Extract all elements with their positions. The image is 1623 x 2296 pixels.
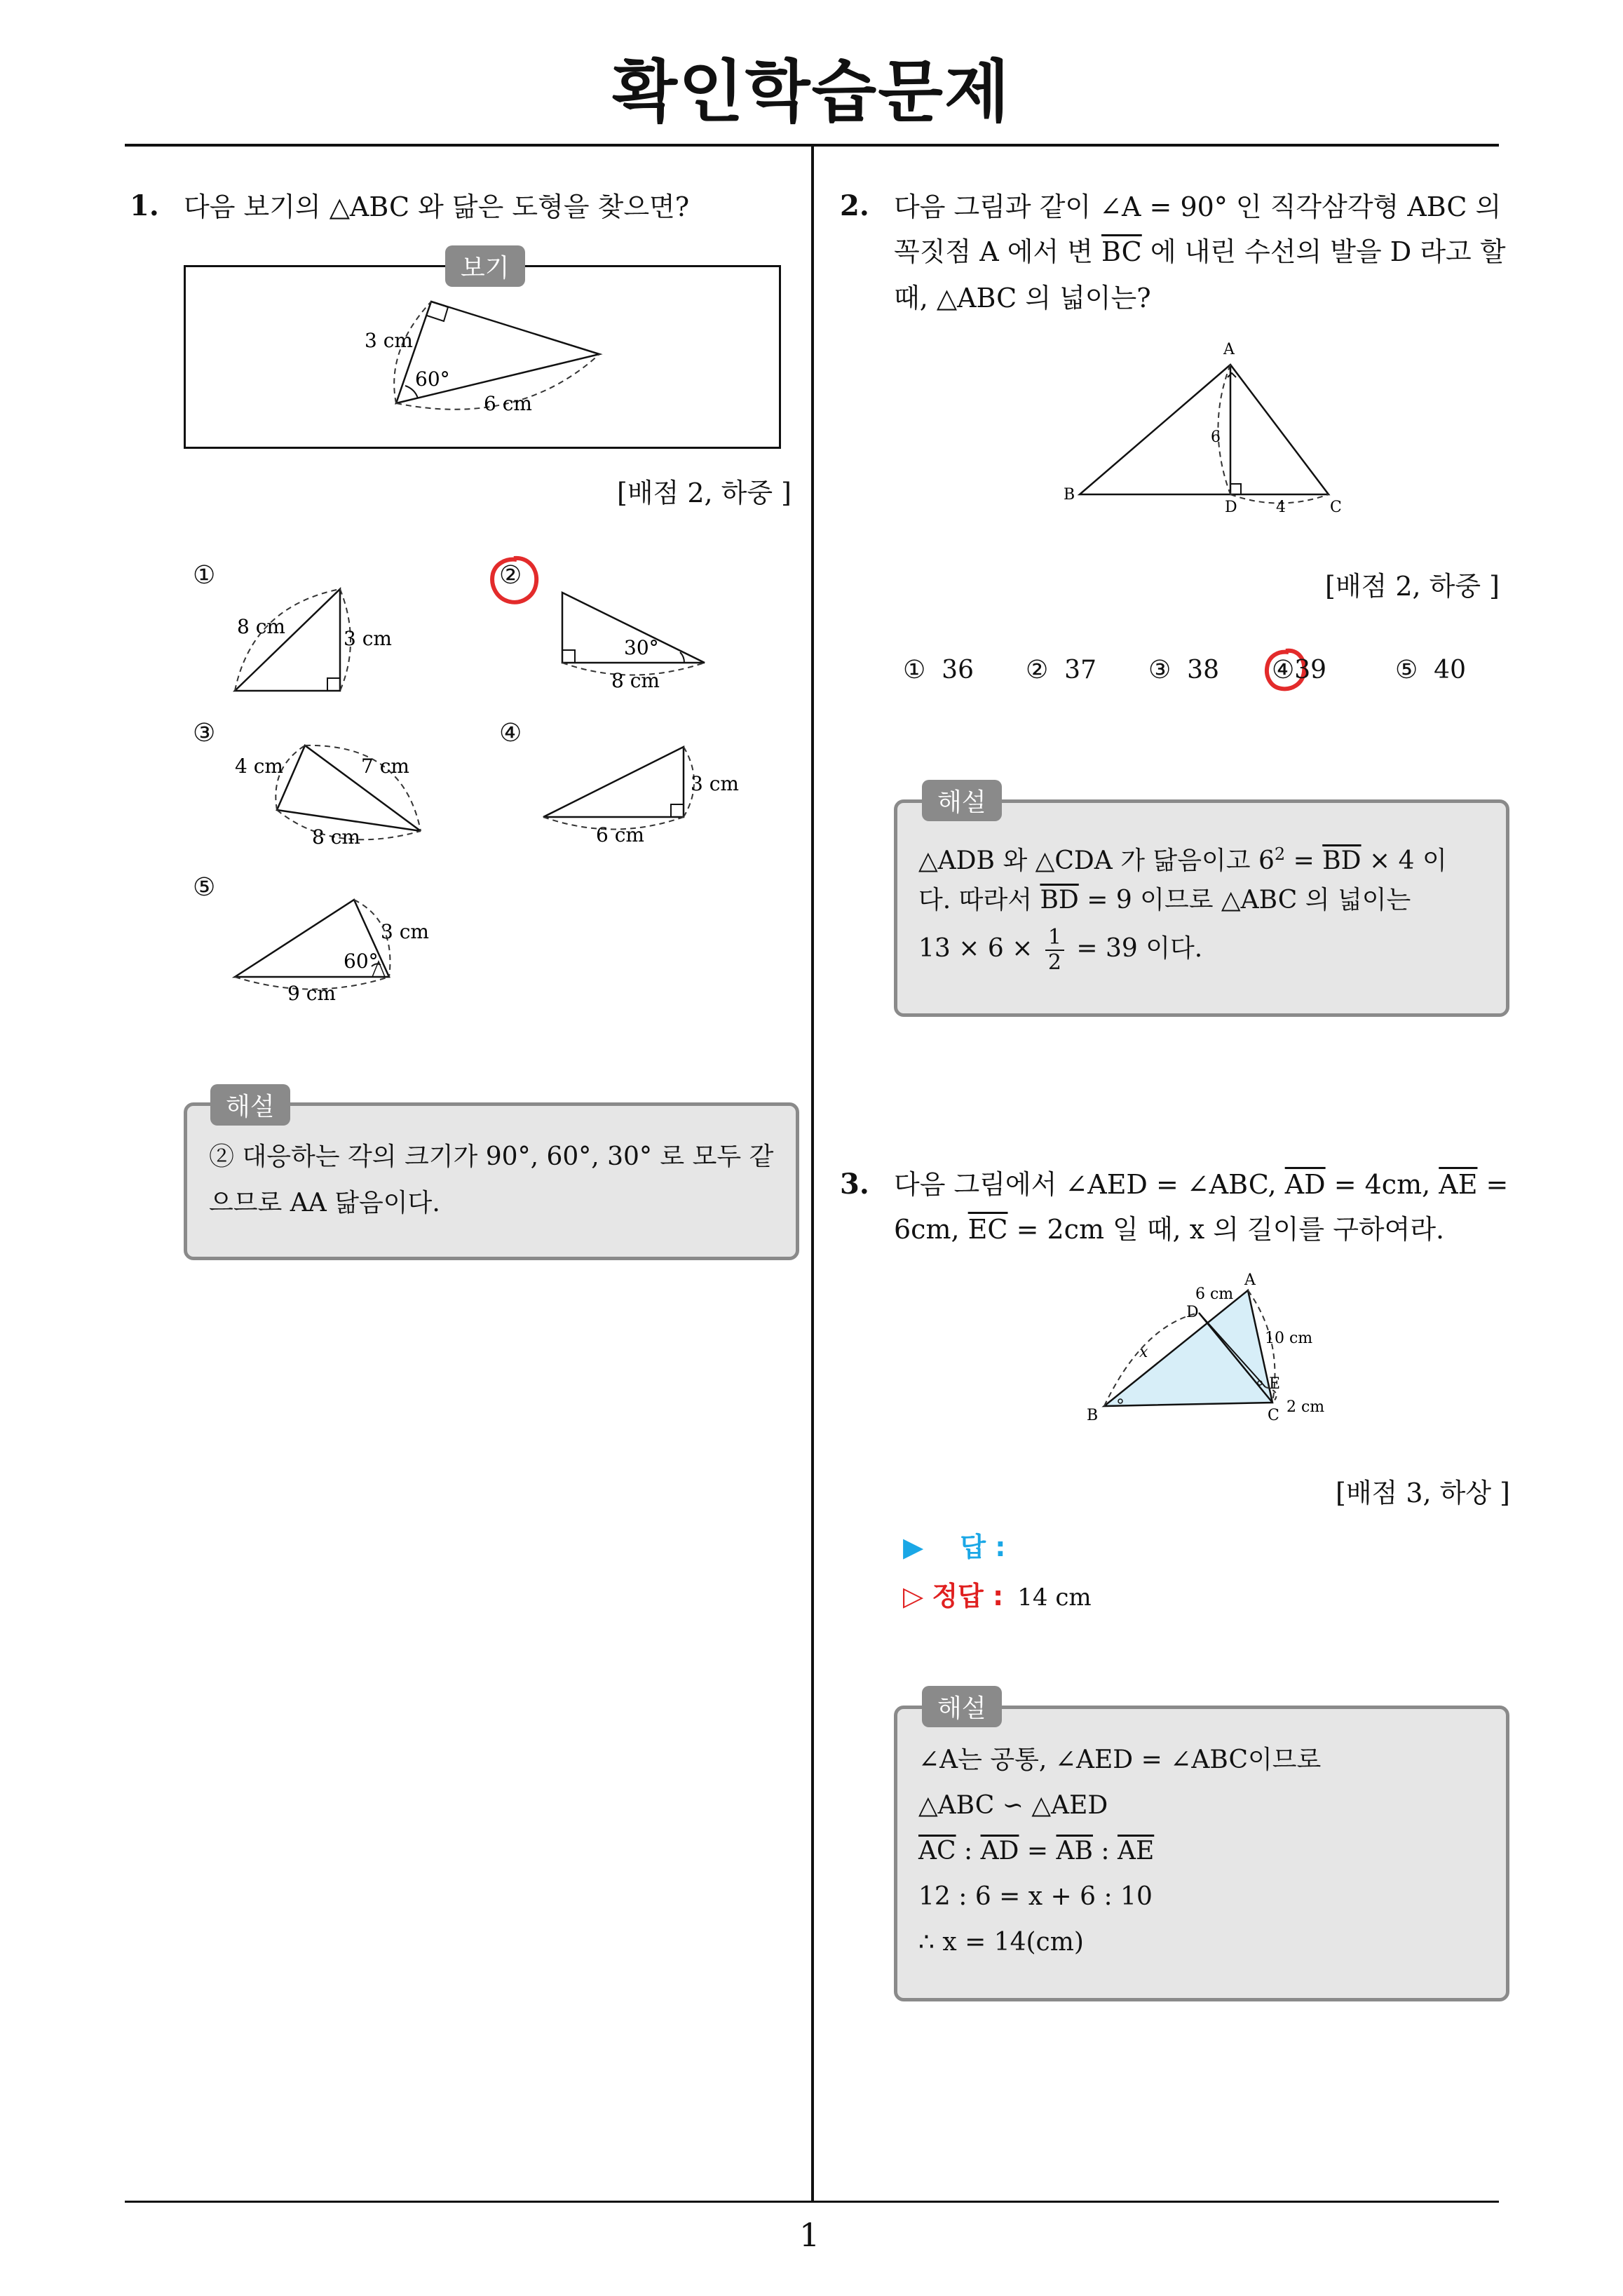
q1-c5-label-a: 3 cm [381,920,429,943]
q2-label-a: A [1223,341,1235,358]
q1-choice-2-mark[interactable]: ② [499,561,522,590]
q1-choice-3-figure [228,733,438,852]
q1-c2-label-a: 30° [624,636,659,659]
q2-explanation-tag: 해설 [922,780,1002,821]
q1-text: 다음 보기의 △ABC 와 닮은 도형을 찾으면? [184,191,690,222]
q3-label-d: D [1186,1304,1199,1321]
correct-arrow-icon: ▷ [903,1581,924,1612]
q3-answer-row[interactable] [903,1525,1005,1564]
q3-number: 3. [840,1168,869,1201]
q1-explanation-box [184,1102,799,1260]
q2-explanation-line-3: 13 × 6 × $\frac{1}{2}$ = 39 이다. [918,925,1203,975]
answer-arrow-icon: ▶ [903,1532,924,1562]
q3-explanation-line-2: △ABC ∽ △AED [918,1791,1108,1820]
q3-answer-label: 답 : [960,1532,1006,1562]
q1-example-side-a: 3 cm [365,329,413,352]
q1-choice-5-figure [228,889,445,1008]
q3-correct-row [903,1574,1092,1613]
q1-c2-label-b: 8 cm [611,669,660,692]
q2-text-line-1: 다음 그림과 같이 ∠A = 90° 인 직각삼각형 ABC 의 [894,191,1502,222]
page-title: 확인학습문제 [612,53,1011,131]
q2-label-d: D [1225,499,1237,516]
q1-example-tag: 보기 [445,245,525,287]
q3-correct-value: 14 cm [1017,1583,1092,1612]
q3-explanation-line-1: ∠A는 공통, ∠AED = ∠ABC이므로 [918,1745,1322,1774]
q3-explanation-tag: 해설 [922,1686,1002,1727]
q1-explanation-line-2: 으므로 AA 닮음이다. [209,1189,440,1217]
q1-c3-label-a: 4 cm [235,755,283,778]
q2-choice-3[interactable]: ③ 38 [1148,656,1219,684]
q1-c3-label-b: 7 cm [361,755,409,778]
q1-number: 1. [130,189,159,222]
q3-label-x: x [1139,1344,1148,1361]
q3-label-ad: 6 cm [1195,1285,1234,1303]
q2-explanation-line-1: △ADB 와 △CDA 가 닮음이고 $6^2 = \overline{BD} \times 4$ 이 [918,844,1447,875]
q1-c5-label-c: 9 cm [287,982,336,1005]
q2-label-b: B [1064,486,1075,504]
q1-choice-4-figure [536,736,754,856]
q1-choice-3-mark[interactable]: ③ [193,719,216,748]
q2-choice-5[interactable]: ⑤ 40 [1395,656,1466,684]
q1-choice-5-mark[interactable]: ⑤ [193,873,216,902]
column-divider [811,144,814,2202]
q2-choice-2[interactable]: ② 37 [1026,656,1096,684]
q2-number: 2. [840,189,869,222]
q2-text-line-3: 때, △ABC 의 넓이는? [894,283,1151,313]
q1-choice-4-mark[interactable]: ④ [499,719,522,748]
q3-explanation-line-4: 12 : 6 = x + 6 : 10 [918,1882,1153,1911]
footer-rule [125,2201,1499,2203]
q1-explanation-tag: 해설 [210,1084,290,1126]
q1-example-side-b: 6 cm [484,392,532,415]
q3-text-line-2: 6cm, $\overline{EC} = 2cm$ 일 때, x 의 길이를 구하여라. [894,1214,1445,1245]
q3-correct-label: 정답 : [932,1581,1004,1612]
q2-label-ad: 6 [1211,428,1221,446]
q1-c3-label-c: 8 cm [312,825,360,849]
q3-score: [배점 3, 하상 ] [1336,1478,1510,1508]
q3-explanation-line-3: $\overline{AC}$ : $\overline{AD} = \overline{AB}$ : $\overline{AE}$ [918,1837,1155,1865]
q1-choice-1-mark[interactable]: ① [193,561,216,590]
page-number: 1 [799,2216,820,2254]
q1-example-figure [351,288,645,421]
q2-choice-4[interactable]: ④39 [1272,656,1327,684]
q2-choice-1[interactable]: ① 36 [903,656,974,684]
q2-fraction: $\frac{1}{2}$ [1045,926,1064,975]
q3-label-c: C [1268,1407,1279,1424]
q2-label-c: C [1330,499,1342,516]
q2-figure [1055,337,1364,519]
q3-label-e: E [1269,1375,1281,1393]
q1-choice-2-figure [547,582,729,701]
q3-explanation-line-5: ∴ x = 14(cm) [918,1928,1084,1957]
q3-figure [1073,1269,1353,1431]
q2-explanation-line-2: 다. 따라서 $\overline{BD} = 9$ 이므로 △ABC 의 넓이는 [918,886,1411,914]
q3-label-b: B [1087,1407,1099,1424]
q1-c1-label-b: 3 cm [344,627,392,650]
q3-label-ec: 2 cm [1286,1398,1325,1416]
q3-text-line-1: 다음 그림에서 ∠AED = ∠ABC, $\overline{AD} = 4cm$, $\overline{AE}$ = [894,1169,1509,1200]
q1-c4-label-a: 3 cm [691,772,739,795]
q1-c5-label-b: 60° [344,950,379,973]
q1-explanation-line-1: ② 대응하는 각의 크기가 90°, 60°, 30° 로 모두 같 [209,1142,774,1171]
q2-label-dc: 4 [1276,499,1286,516]
q1-example-angle: 60° [415,367,450,391]
q2-text-line-2: 꼭짓점 A 에서 변 $\overline{BC}$ 에 내린 수선의 발을 D 라고 할 [894,236,1506,267]
q1-c4-label-b: 6 cm [596,823,644,846]
q1-c1-label-a: 8 cm [237,615,285,638]
q1-score: [배점 2, 하중 ] [617,478,792,508]
q1-choice-1-figure [224,579,407,705]
q3-label-a: A [1244,1271,1256,1289]
q3-label-ac: 10 cm [1265,1330,1313,1347]
q2-score: [배점 2, 하중 ] [1325,571,1500,602]
